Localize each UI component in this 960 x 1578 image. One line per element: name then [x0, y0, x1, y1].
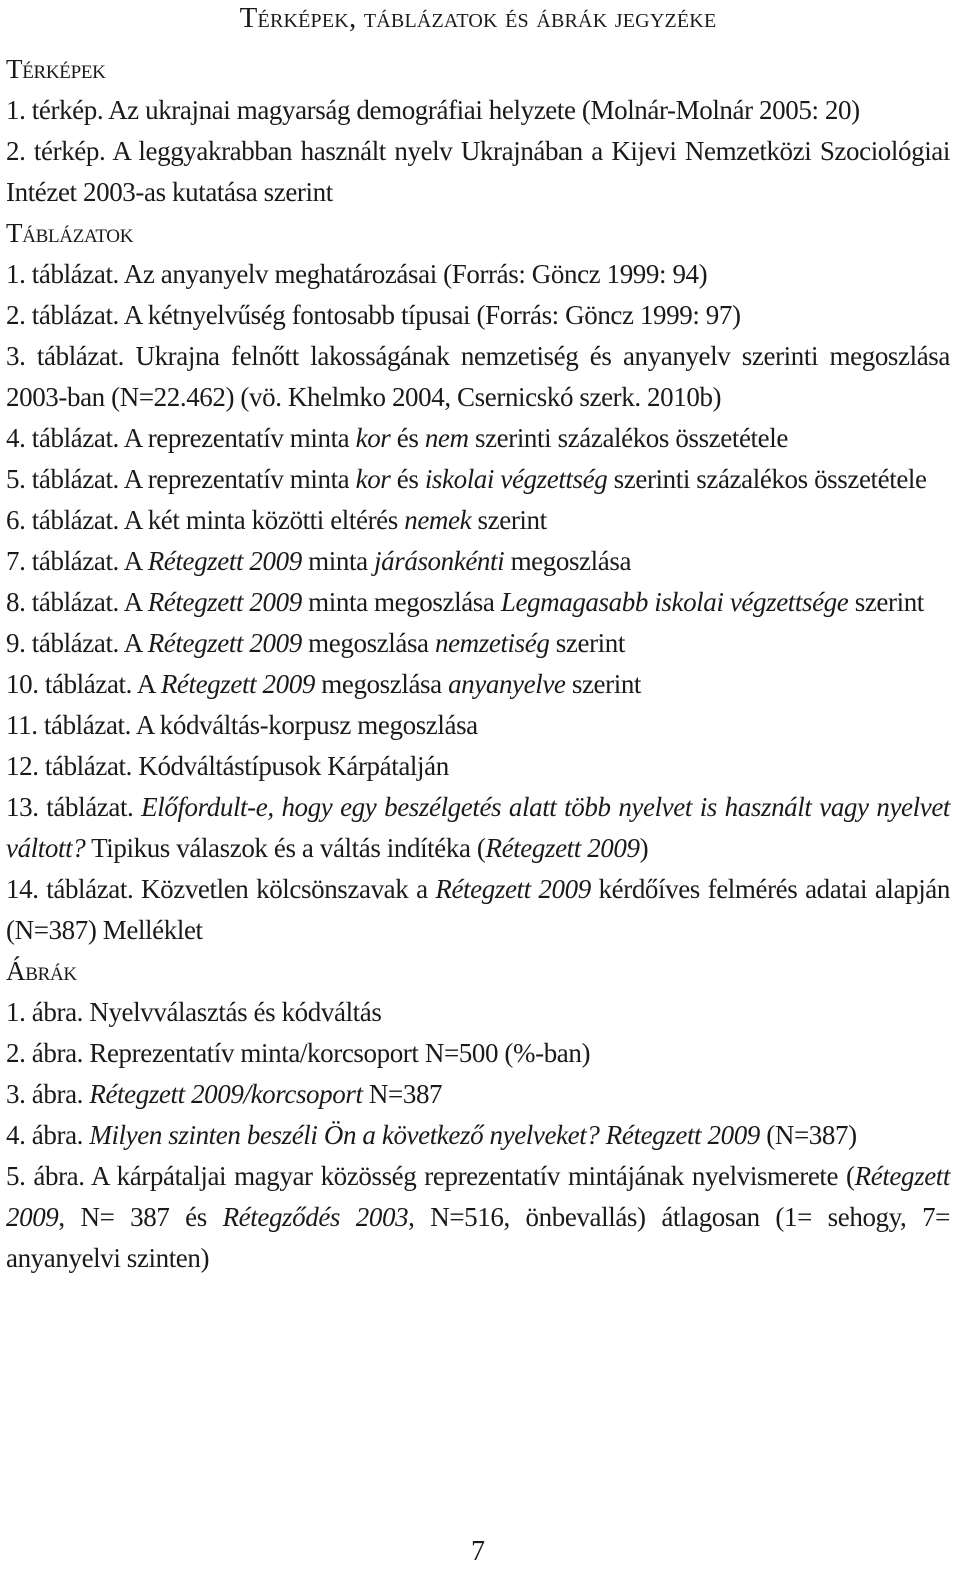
entry-text: 2. ábra. Reprezentatív minta/korcsoport N=500 (%-ban) — [6, 1038, 591, 1068]
list-item — [6, 746, 950, 787]
entry-text: 11. táblázat. A kódváltás-korpusz megoszlása — [6, 710, 478, 740]
entry-text: 3. ábra. — [6, 1079, 90, 1109]
list-item — [6, 582, 950, 623]
list-item — [6, 1074, 950, 1115]
list-item — [6, 418, 950, 459]
entry-text: 6. táblázat. A két minta közötti eltérés — [6, 505, 405, 535]
entry-text: N=387 — [362, 1079, 443, 1109]
entry-text: 10. táblázat. A — [6, 669, 161, 699]
entry-text: megoszlása — [504, 546, 632, 576]
entry-text: 1. ábra. Nyelvválasztás és kódváltás — [6, 997, 382, 1027]
entry-text: 1. térkép. Az ukrajnai magyarság demográfiai helyzete (Molnár-Molnár 2005: 20) — [6, 95, 860, 125]
entry-text: 5. ábra. A kárpátaljai magyar közösség reprezentatív mintájának nyelvismerete ( — [6, 1161, 855, 1191]
list-item — [6, 459, 950, 500]
entry-text: 7. táblázat. A — [6, 546, 148, 576]
italic-text: Rétegzett 2009 — [147, 546, 302, 576]
entry-text: szerint — [549, 628, 625, 658]
italic-text: Rétegzett 2009 — [160, 669, 315, 699]
italic-text: Rétegzett 2009 — [485, 833, 640, 863]
page-title: Térképek, táblázatok és ábrák jegyzéke — [239, 2, 717, 34]
entry-text: , N= 387 és — [58, 1202, 223, 1232]
section-heading: Ábrák — [6, 956, 77, 986]
entry-text: 2. táblázat. A kétnyelvűség fontosabb típusai (Forrás: Göncz 1999: 97) — [6, 300, 741, 330]
entry-text: minta megoszlása — [301, 587, 501, 617]
italic-text: Rétegzett 2009/korcsoport — [89, 1079, 363, 1109]
list-item — [6, 254, 950, 295]
italic-text: iskolai végzettség — [424, 464, 608, 494]
italic-text: Rétegzett 2009 — [6, 1161, 950, 1232]
italic-text: Rétegzett 2009 — [147, 628, 302, 658]
entry-text: megoszlása — [314, 669, 449, 699]
list-item — [6, 90, 950, 131]
entry-text: megoszlása — [301, 628, 435, 658]
list-of-figures — [6, 49, 950, 1279]
entry-text: 8. táblázat. A — [6, 587, 148, 617]
list-item — [6, 131, 950, 213]
entry-text: minta — [301, 546, 375, 576]
entry-text: 13. táblázat. — [6, 792, 142, 822]
entry-text: Tipikus válaszok és a váltás indítéka ( — [85, 833, 486, 863]
italic-text: nem — [424, 423, 469, 453]
italic-text: Milyen szinten beszéli Ön a következő nyelveket? Rétegzett 2009 — [89, 1120, 760, 1150]
entry-text: és — [390, 464, 425, 494]
list-item — [6, 541, 950, 582]
entry-text: 4. ábra. — [6, 1120, 90, 1150]
italic-text: nemzetiség — [434, 628, 550, 658]
list-item — [6, 295, 950, 336]
entry-text: 12. táblázat. Kódváltástípusok Kárpátalján — [6, 751, 449, 781]
entry-text: 1. táblázat. Az anyanyelv meghatározásai (Forrás: Göncz 1999: 94) — [6, 259, 708, 289]
italic-text: Rétegződés 2003 — [222, 1202, 409, 1232]
list-item — [6, 992, 950, 1033]
section-heading: Térképek — [6, 54, 106, 84]
list-item — [6, 336, 950, 418]
entry-text: szerint — [471, 505, 547, 535]
entry-text: 5. táblázat. A reprezentatív minta — [6, 464, 356, 494]
entry-text: (N=387) — [759, 1120, 857, 1150]
italic-text: anyanyelve — [448, 669, 566, 699]
list-item — [6, 623, 950, 664]
entry-text: szerinti százalékos összetétele — [468, 423, 788, 453]
list-item — [6, 705, 950, 746]
italic-text: Rétegzett 2009 — [435, 874, 591, 904]
entry-text: , N=516, önbevallás) átlagosan (1= sehogy, 7= anyanyelvi szinten) — [6, 1202, 950, 1273]
entry-text: ) — [639, 833, 649, 863]
entry-text: szerint — [565, 669, 642, 699]
entry-text: szerinti százalékos összetétele — [607, 464, 927, 494]
italic-text: kor — [355, 423, 391, 453]
italic-text: kor — [355, 464, 391, 494]
entry-text: 9. táblázat. A — [6, 628, 148, 658]
italic-text: Előfordult-e, hogy egy beszélgetés alatt több nyelvet is használt vagy nyelvet váltott? — [6, 792, 950, 863]
list-item — [6, 1115, 950, 1156]
entry-text: 2. térkép. A leggyakrabban használt nyelv Ukrajnában a Kijevi Nemzetközi Szociológiai Intézet 2003-as kutatása szerint — [6, 136, 950, 207]
entry-text: kérdőíves felmérés adatai alapján (N=387) Melléklet — [6, 874, 950, 945]
italic-text: Rétegzett 2009 — [147, 587, 302, 617]
section-heading: Táblázatok — [6, 218, 134, 248]
entry-text: szerint — [848, 587, 924, 617]
list-item — [6, 1156, 950, 1279]
entry-text: 4. táblázat. A reprezentatív minta — [6, 423, 356, 453]
entry-text: 3. táblázat. Ukrajna felnőtt lakosságának nemzetiség és anyanyelv szerinti megoszlása 2003-ban (N=22.462) (vö. Khelmko 2004, Csernicskó szerk. 2010b) — [6, 341, 950, 412]
list-item — [6, 664, 950, 705]
list-item — [6, 500, 950, 541]
italic-text: Legmagasabb iskolai végzettsége — [500, 587, 849, 617]
entry-text: és — [390, 423, 425, 453]
list-item — [6, 787, 950, 869]
list-item — [6, 869, 950, 951]
entry-text: 14. táblázat. Közvetlen kölcsönszavak a — [6, 874, 436, 904]
italic-text: nemek — [404, 505, 472, 535]
page-number: 7 — [471, 1536, 485, 1567]
list-item — [6, 1033, 950, 1074]
italic-text: járásonkénti — [374, 546, 505, 576]
